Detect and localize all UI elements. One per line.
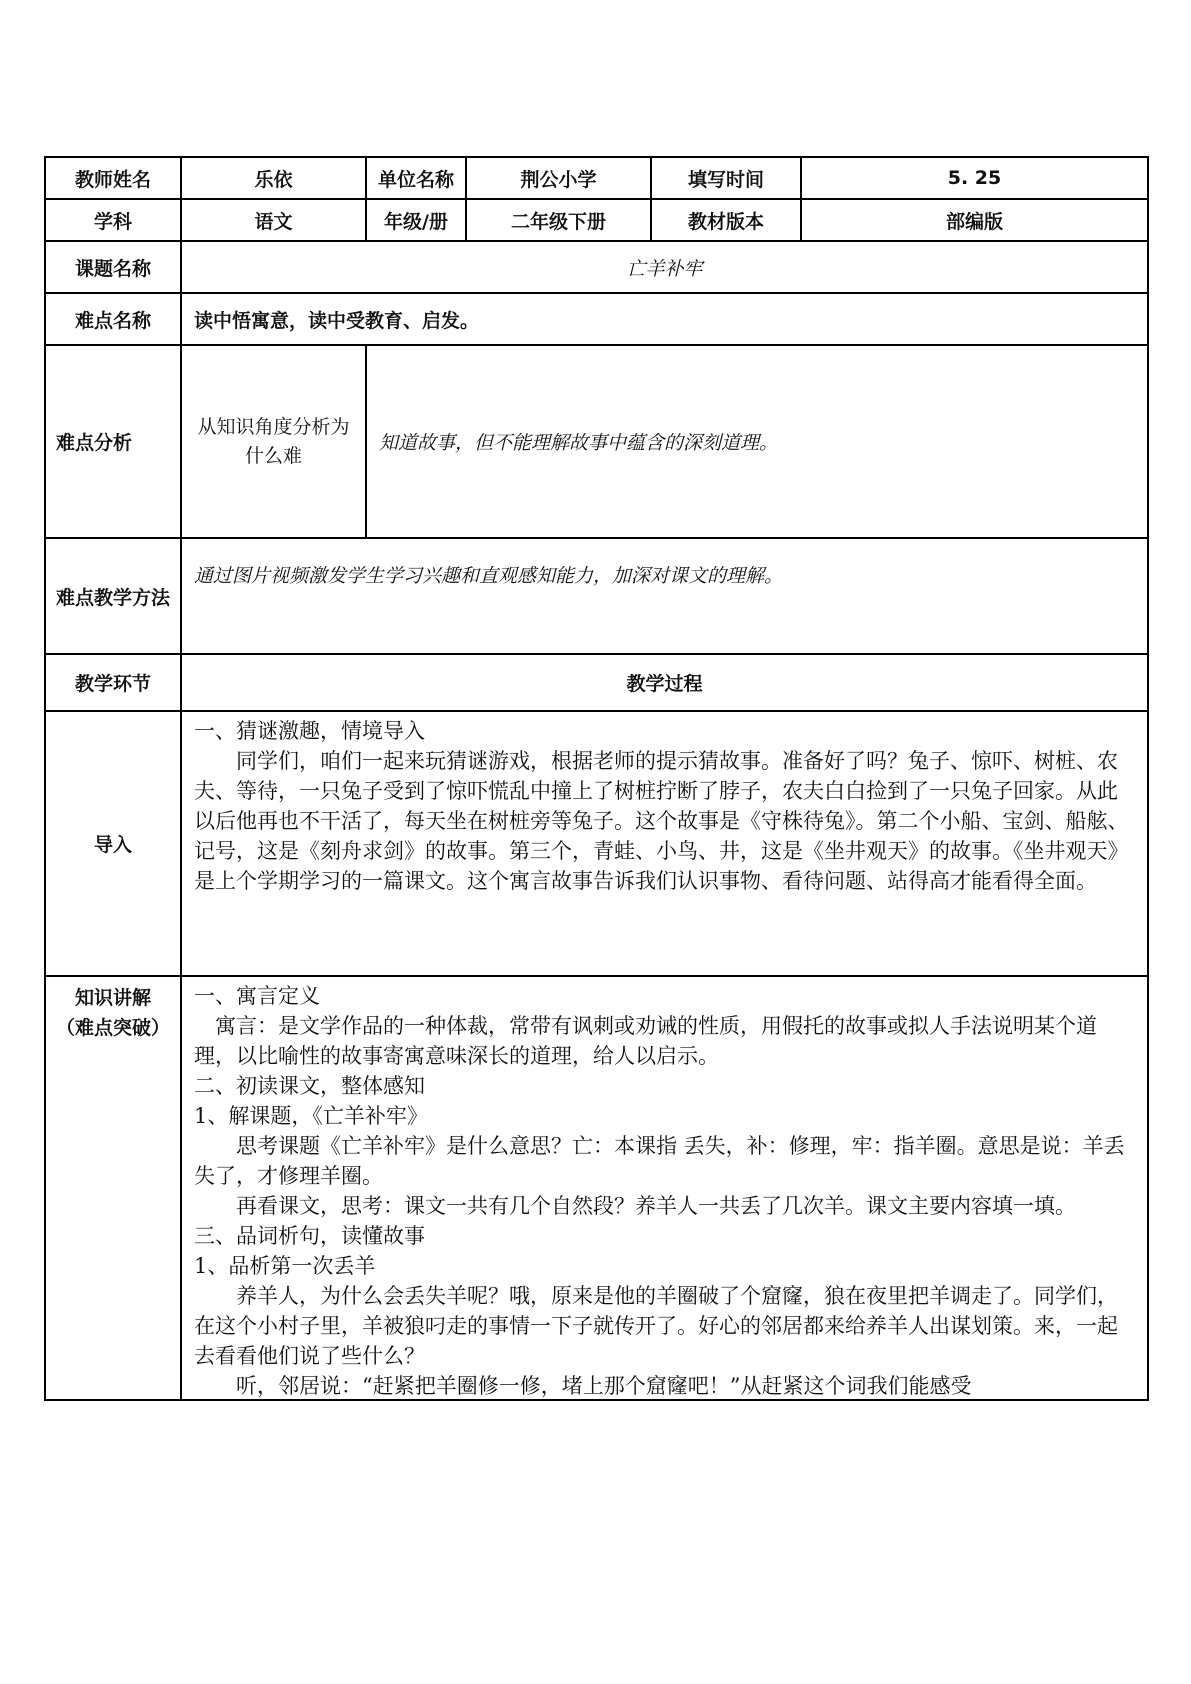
subject-label: 学科 — [45, 199, 181, 241]
knowledge-line: 听，邻居说：“赶紧把羊圈修一修，堵上那个窟窿吧！”从赶紧这个词我们能感受 — [236, 1374, 972, 1398]
teacher-name-label: 教师姓名 — [45, 157, 181, 199]
topic-value: 亡羊补牢 — [181, 241, 1148, 293]
grade: 二年级下册 — [466, 199, 651, 241]
knowledge-label — [45, 976, 181, 1400]
intro-label: 导入 — [45, 711, 181, 976]
knowledge-label-line1: 知识讲解 — [74, 987, 151, 1009]
fill-date: 5. 25 — [801, 157, 1148, 199]
unit-name-label: 单位名称 — [366, 157, 466, 199]
analysis-label: 难点分析 — [45, 345, 181, 538]
analysis-sub-label — [181, 345, 366, 538]
method-value: 通过图片视频激发学生学习兴趣和直观感知能力，加深对课文的理解。 — [181, 538, 1148, 654]
process-step-label: 教学环节 — [45, 654, 181, 711]
intro-content — [181, 711, 1148, 976]
fill-date-label: 填写时间 — [651, 157, 801, 199]
subject: 语文 — [181, 199, 366, 241]
topic-label: 课题名称 — [45, 241, 181, 293]
knowledge-line: 寓言：是文学作品的一种体裁，常带有讽刺或劝诫的性质，用假托的故事或拟人手法说明某个道理，以比喻性的故事寄寓意味深长的道理，给人以启示。 — [194, 1014, 1097, 1068]
knowledge-content — [181, 976, 1148, 1400]
edition: 部编版 — [801, 199, 1148, 241]
intro-line: 同学们，咱们一起来玩猜谜游戏，根据老师的提示猜故事。准备好了吗？兔子、惊吓、树桩、农夫、等待，一只兔子受到了惊吓慌乱中撞上了树桩拧断了脖子，农夫白白捡到了一只兔子回家。从此以后他再也不干活了，每天坐在树桩旁等兔子。这个故事是《守株待兔》。第二个小船、宝剑、船舷、记号，这是《刻舟求剑》的故事。第三个，青蛙、小鸟、井，这是《坐井观天》的故事。《坐井观天》是上个学期学习的一篇课文。这个寓言故事告诉我们认识事物、看待问题、站得高才能看得全面。 — [194, 749, 1129, 893]
knowledge-line: 养羊人，为什么会丢失羊呢？哦，原来是他的羊圈破了个窟窿，狼在夜里把羊调走了。同学们，在这个小村子里，羊被狼叼走的事情一下子就传开了。好心的邻居都来给养羊人出谋划策。来，一起去看看他们说了些什么？ — [194, 1284, 1118, 1368]
knowledge-line: 一、寓言定义 — [194, 984, 320, 1008]
knowledge-line: 二、初读课文，整体感知 — [194, 1074, 425, 1098]
analysis-sub-label-line1: 从知识角度分析为 — [197, 415, 350, 438]
grade-label: 年级/册 — [366, 199, 466, 241]
method-label: 难点教学方法 — [45, 538, 181, 654]
knowledge-line: 三、品词析句，读懂故事 — [194, 1224, 425, 1248]
knowledge-line: 思考课题《亡羊补牢》是什么意思？亡：本课指 丢失，补：修理，牢：指羊圈。意思是说：羊丢失了，才修理羊圈。 — [194, 1134, 1125, 1188]
knowledge-line: 再看课文，思考：课文一共有几个自然段？养羊人一共丢了几次羊。课文主要内容填一填。 — [236, 1194, 1076, 1218]
edition-label: 教材版本 — [651, 199, 801, 241]
knowledge-line: 1、解课题，《亡羊补牢》 — [194, 1104, 428, 1128]
difficulty-value: 读中悟寓意，读中受教育、启发。 — [181, 293, 1148, 345]
analysis-value: 知道故事，但不能理解故事中蕴含的深刻道理。 — [366, 345, 1148, 538]
intro-line: 一、猜谜激趣，情境导入 — [194, 719, 425, 743]
process-header: 教学过程 — [181, 654, 1148, 711]
lesson-plan-table — [44, 156, 1149, 1401]
unit-name: 荆公小学 — [466, 157, 651, 199]
difficulty-label: 难点名称 — [45, 293, 181, 345]
knowledge-label-line2: （难点突破） — [55, 1017, 170, 1039]
teacher-name: 乐依 — [181, 157, 366, 199]
knowledge-line: 1、品析第一次丢羊 — [194, 1254, 376, 1278]
analysis-sub-label-line2: 什么难 — [244, 444, 302, 467]
